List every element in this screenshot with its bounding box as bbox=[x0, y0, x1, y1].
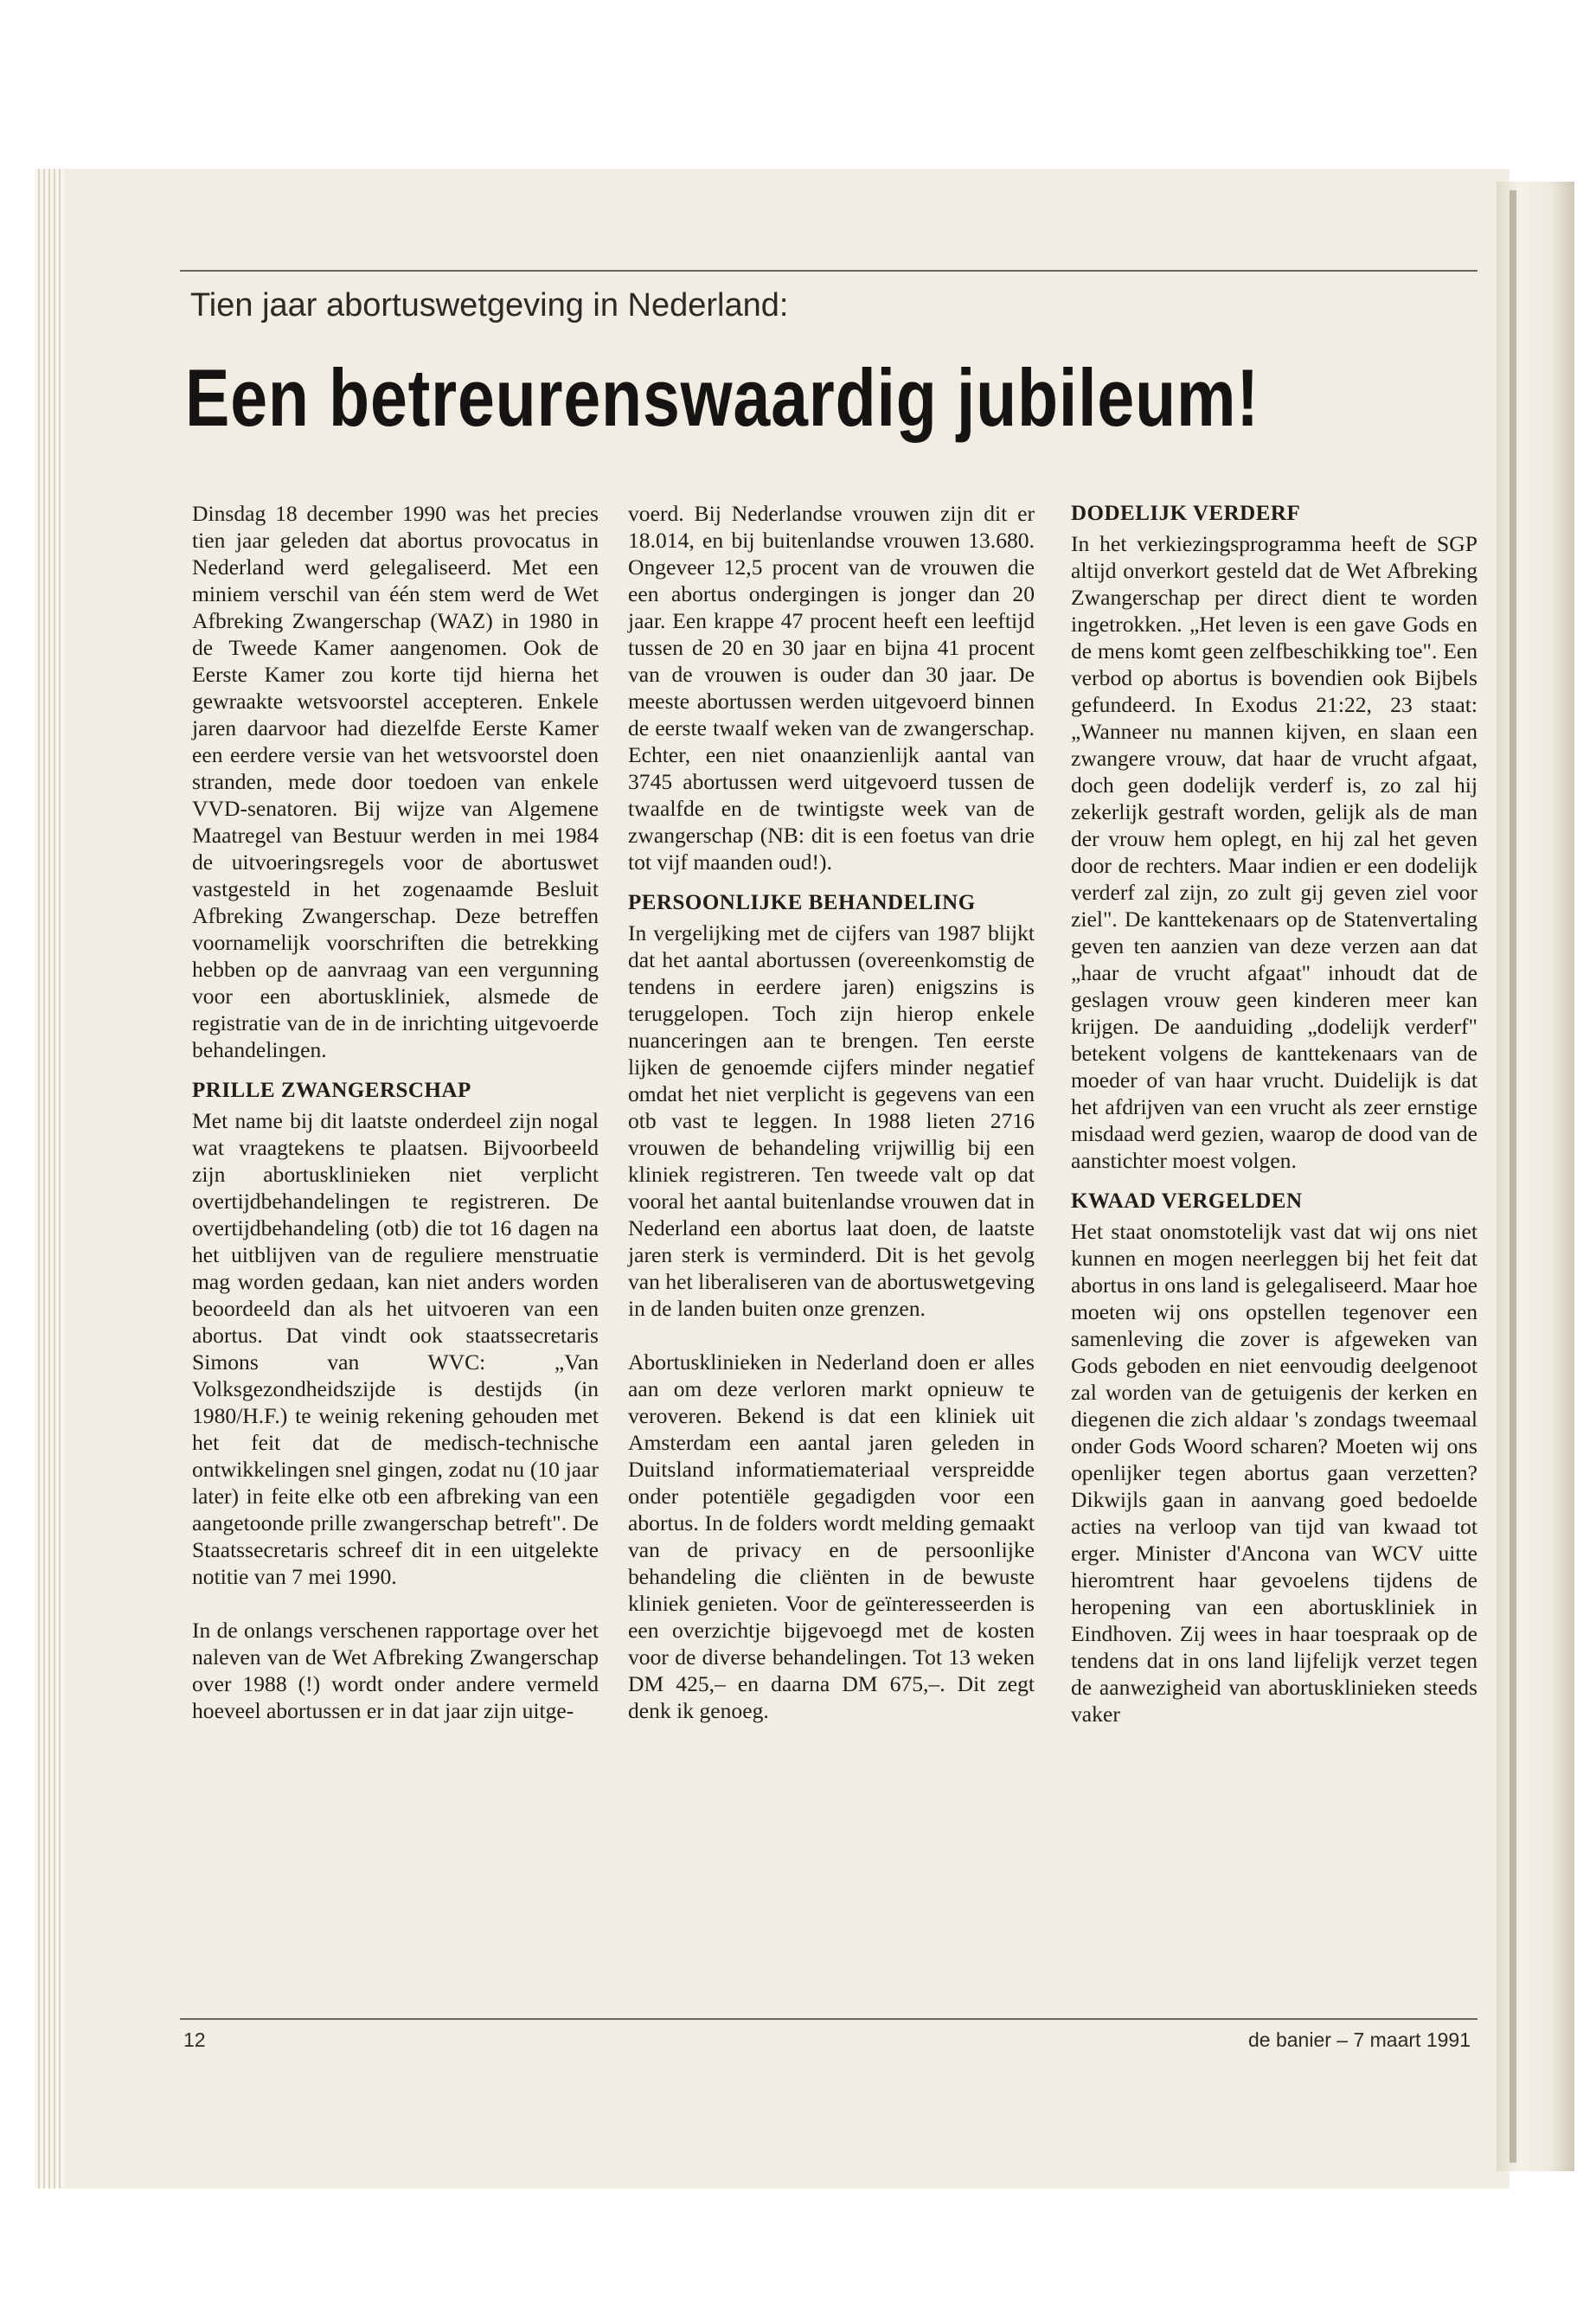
paragraph: Dinsdag 18 december 1990 was het precies tien jaar geleden dat abortus provocatus in Nederland werd gelegaliseerd. Met een miniem verschil van één stem werd de Wet Afbreking Zwangerschap (WAZ) in 1980 in de Tweede Kamer aangenomen. Ook de Eerste Kamer zou korte tijd hierna het gewraakte wetsvoorstel accepteren. Enkele jaren daarvoor had diezelfde Eerste Kamer een eerdere versie van het wetsvoorstel doen stranden, mede door toedoen van enkele VVD-senatoren. Bij wijze van Algemene Maatregel van Bestuur werden in mei 1984 de uitvoeringsregels voor de abortuswet vastgesteld in het zogenaamde Besluit Afbreking Zwangerschap. Deze betreffen voornamelijk voorschriften die betrekking hebben op de aanvraag van een vergunning voor een abortuskliniek, alsmede de registratie van de in de inrichting uitgevoerde behandelingen. bbox=[192, 501, 599, 1062]
section-heading: DODELIJK VERDERF bbox=[1071, 502, 1301, 525]
paragraph: In de onlangs verschenen rapportage over het naleven van de Wet Afbreking Zwangerschap over 1988 (!) wordt onder andere vermeld hoeveel abortussen er in dat jaar zijn uitge- bbox=[192, 1618, 599, 1723]
binding-shadow bbox=[1509, 190, 1516, 2163]
column-3 bbox=[1071, 500, 1477, 1727]
facing-page-edge bbox=[1497, 182, 1574, 2171]
publication-line: de banier – 7 maart 1991 bbox=[1247, 2029, 1471, 2051]
page-stack-edge bbox=[35, 169, 64, 2189]
column-1 bbox=[192, 500, 599, 1724]
paragraph: Abortusklinieken in Nederland doen er alles aan om deze verloren markt opnieuw te veroveren. Bekend is dat een kliniek uit Amsterdam een aantal jaren geleden in Duitsland informatiemateriaal verspreidde onder potentiële gegadigden voor een abortus. In de folders wordt melding gemaakt van de privacy en de persoonlijke behandeling die cliënten in de bewuste kliniek genieten. Voor de geïnteresseerden is een overzichtje bijgevoegd met de kosten voor de diverse behandelingen. Tot 13 weken DM 425,– en daarna DM 675,–. Dit zegt denk ik genoeg. bbox=[628, 1349, 1035, 1723]
bottom-rule bbox=[180, 2018, 1477, 2020]
paragraph: Het staat onomstotelijk vast dat wij ons niet kunnen en mogen neerleggen bij het feit dat abortus in ons land is gelegaliseerd. Maar hoe moeten wij ons opstellen tegenover een samenleving die zover is afgeweken van Gods geboden en niet eenvoudig deelgenoot zal worden van de getuigenis der kerken en diegenen die zich aldaar 's zondags tweemaal onder Gods Woord scharen? Moeten wij ons openlijker tegen abortus gaan verzetten? Dikwijls gaan in aanvang goed bedoelde acties na verloop van tijd van kwaad tot erger. Minister d'Ancona van WCV uitte hieromtrent haar gevoelens tijdens de heropening van een abortuskliniek in Eindhoven. Zij wees in haar toespraak op de tendens dat in ons land lijfelijk verzet tegen de aanwezigheid van abortusklinieken steeds vaker bbox=[1071, 1219, 1477, 1727]
article-headline: Een betreurenswaardig jubileum! bbox=[185, 352, 1259, 443]
paragraph: voerd. Bij Nederlandse vrouwen zijn dit er 18.014, en bij buitenlandse vrouwen 13.680. Ongeveer 12,5 procent van de vrouwen die een abortus ondergingen is jonger dan 20 jaar. Een krappe 47 procent heeft een leeftijd tussen de 20 en 30 jaar en bijna 41 procent van de vrouwen is ouder dan 30 jaar. De meeste abortussen werden uitgevoerd binnen de eerste twaalf weken van de zwangerschap. Echter, een niet onaanzienlijk aantal van 3745 abortussen werd uitgevoerd tussen de twaalfde en de twintigste week van de zwangerschap (NB: dit is een foetus van drie tot vijf maanden oud!). bbox=[628, 501, 1035, 875]
section-heading: PRILLE ZWANGERSCHAP bbox=[192, 1079, 471, 1102]
article-kicker: Tien jaar abortuswetgeving in Nederland: bbox=[190, 287, 789, 324]
section-heading: KWAAD VERGELDEN bbox=[1071, 1189, 1303, 1213]
section-heading: PERSOONLIJKE BEHANDELING bbox=[628, 891, 976, 914]
paragraph: In het verkiezingsprogramma heeft de SGP altijd onverkort gesteld dat de Wet Afbreking Zwangerschap per direct dient te worden ingetrokken. „Het leven is een gave Gods en de mens komt geen zelfbeschikking toe". Een verbod op abortus is bovendien ook Bijbels gefundeerd. In Exodus 21:22, 23 staat: „Wanneer nu mannen kijven, en slaan een zwangere vrouw, dat haar de vrucht afgaat, doch geen dodelijk verderf is, zo zal hij zekerlijk gestraft worden, gelijk als de man der vrouw hem oplegt, en hij zal het geven door de rechters. Maar indien er een dodelijk verderf zal zijn, zo zult gij geven ziel voor ziel". De kanttekenaars op de Statenvertaling geven ten aanzien van deze verzen aan dat „haar de vrucht afgaat" inhoudt dat de geslagen vrouw geen kinderen meer kan krijgen. De aanduiding „dodelijk verderf" betekent volgens de kanttekenaars van de moeder of van haar vrucht. Duidelijk is dat het afdrijven van een vrucht als zeer ernstige misdaad werd gezien, waarop de dood van de aanstichter moest volgen. bbox=[1071, 531, 1477, 1173]
paragraph: In vergelijking met de cijfers van 1987 blijkt dat het aantal abortussen (overeenkomstig de tendens in eerdere jaren) enigszins is teruggelopen. Toch zijn hierop enkele nuanceringen aan te brengen. Ten eerste lijken de genoemde cijfers minder negatief omdat het niet verplicht is gegevens van een otb vast te leggen. In 1988 lieten 2716 vrouwen de behandeling vrijwillig bij een kliniek registreren. Ten tweede valt op dat vooral het aantal buitenlandse vrouwen dat in Nederland een abortus laat doen, de laatste jaren sterk is verminderd. Dit is het gevolg van het liberaliseren van de abortuswetgeving in de landen buiten onze grenzen. bbox=[628, 920, 1035, 1321]
paragraph: Met name bij dit laatste onderdeel zijn nogal wat vraagtekens te plaatsen. Bijvoorbeeld zijn abortusklinieken niet verplicht overtijdbehandelingen te registreren. De overtijdbehandeling (otb) die tot 16 dagen na het uitblijven van de reguliere menstruatie mag worden gedaan, kan niet anders worden beoordeeld dan als het uitvoeren van een abortus. Dat vindt ook staatssecretaris Simons van WVC: „Van Volksgezondheidszijde is destijds (in 1980/H.F.) te weinig rekening gehouden met het feit dat de medisch-technische ontwikkelingen snel gingen, zodat nu (10 jaar later) in feite elke otb een afbreking van een aangetoonde prille zwangerschap betreft". De Staatssecretaris schreef dit in een uitgelekte notitie van 7 mei 1990. bbox=[192, 1108, 599, 1589]
page-number: 12 bbox=[183, 2029, 206, 2051]
top-rule bbox=[180, 270, 1477, 272]
column-2 bbox=[628, 500, 1035, 1724]
